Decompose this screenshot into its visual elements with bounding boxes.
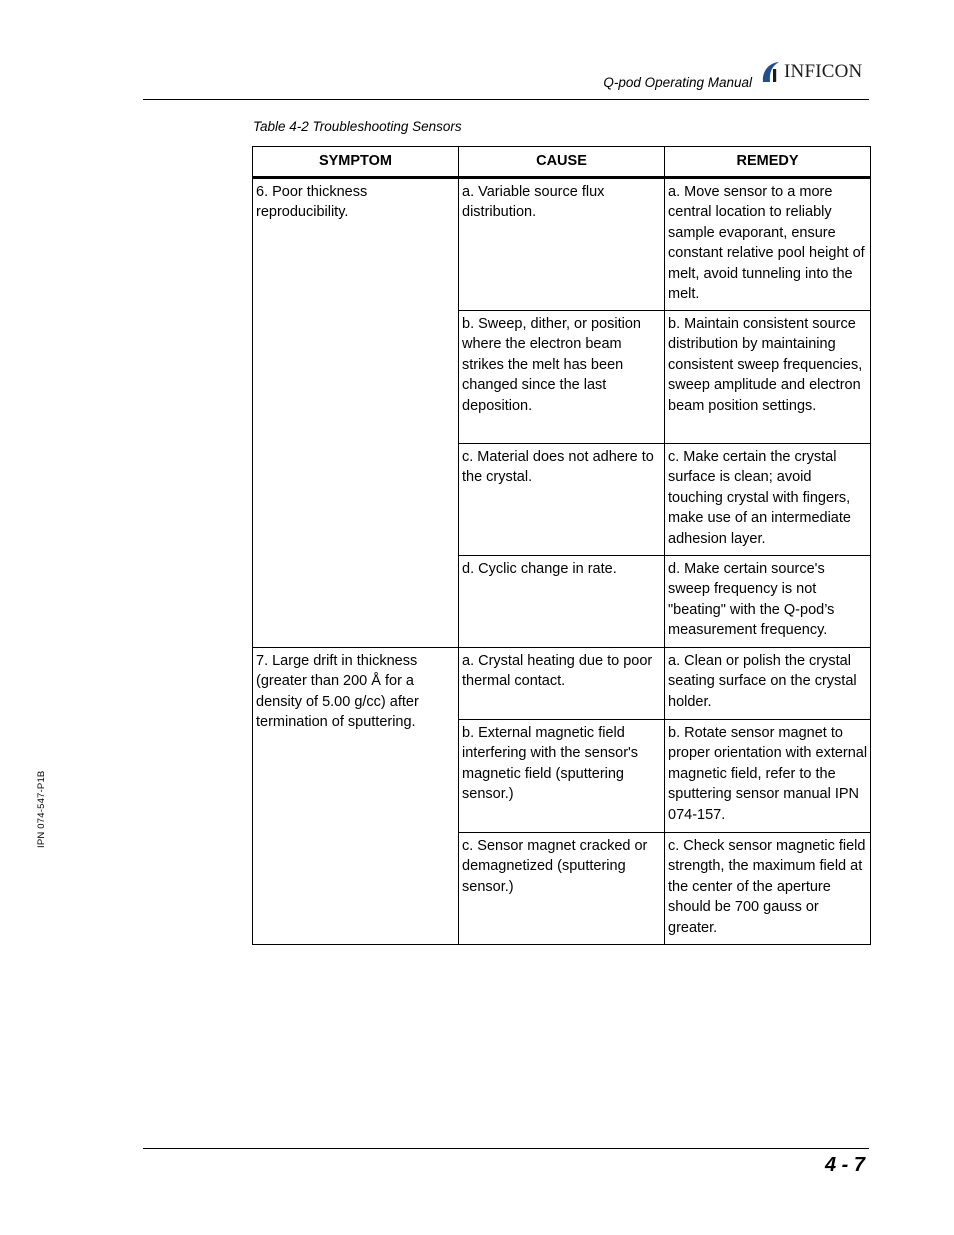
cause-cell: c. Sensor magnet cracked or demagnetized (sputtering sensor.): [459, 833, 665, 945]
remedy-cell: c. Check sensor magnetic field strength, the maximum field at the center of the aperture should be 700 gauss or greater.: [665, 833, 871, 945]
remedy-cell: c. Make certain the crystal surface is clean; avoid touching crystal with fingers, make use of an intermediate adhesion layer.: [665, 444, 871, 556]
symptom-cell: 7. Large drift in thickness (greater than 200 Å for a density of 5.00 g/cc) after termination of sputtering.: [253, 648, 459, 945]
cause-cell: b. External magnetic field interfering with the sensor's magnetic field (sputtering sensor.): [459, 720, 665, 833]
cause-cell: c. Material does not adhere to the crystal.: [459, 444, 665, 556]
remedy-cell: a. Clean or polish the crystal seating surface on the crystal holder.: [665, 648, 871, 720]
remedy-cell: b. Maintain consistent source distribution by maintaining consistent sweep frequencies, sweep amplitude and electron beam position settings.: [665, 311, 871, 444]
column-header-symptom: SYMPTOM: [253, 147, 459, 178]
remedy-cell: d. Make certain source's sweep frequency is not "beating" with the Q-pod’s measurement frequency.: [665, 556, 871, 648]
cause-cell: b. Sweep, dither, or position where the electron beam strikes the melt has been changed since the last deposition.: [459, 311, 665, 444]
remedy-cell: a. Move sensor to a more central location to reliably sample evaporant, ensure constant relative pool height of melt, avoid tunneling into the melt.: [665, 178, 871, 311]
header-rule: [143, 99, 869, 100]
footer-rule: [143, 1148, 869, 1149]
table-row: [253, 648, 871, 720]
inficon-swoosh-icon: [760, 60, 782, 84]
inficon-logo: [760, 60, 862, 84]
page-number: 4 - 7: [824, 1154, 865, 1176]
cause-cell: a. Crystal heating due to poor thermal contact.: [459, 648, 665, 720]
table-header-row: [253, 147, 871, 178]
remedy-cell: b. Rotate sensor magnet to proper orientation with external magnetic field, refer to the sputtering sensor manual IPN 074-157.: [665, 720, 871, 833]
cause-cell: a. Variable source flux distribution.: [459, 178, 665, 311]
logo-wordmark: INFICON: [784, 61, 863, 82]
symptom-cell: 6. Poor thickness reproducibility.: [253, 178, 459, 648]
cause-cell: d. Cyclic change in rate.: [459, 556, 665, 648]
column-header-cause: CAUSE: [459, 147, 665, 178]
table-row: [253, 178, 871, 311]
troubleshooting-table: [252, 146, 871, 945]
column-header-remedy: REMEDY: [665, 147, 871, 178]
document-part-number: IPN 074-547-P1B: [36, 770, 47, 848]
table-caption: Table 4-2 Troubleshooting Sensors: [253, 119, 462, 134]
running-header-title: Q-pod Operating Manual: [603, 75, 752, 90]
